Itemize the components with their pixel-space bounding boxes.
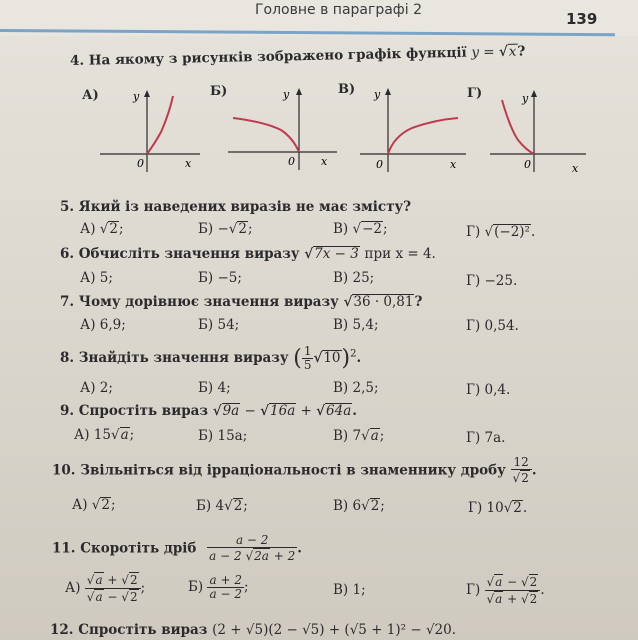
q8-answer-d: Г) 0,4. [466,382,511,398]
question-9: 9. Спростіть вираз √9a − √16a + √64a. [60,403,357,419]
svg-text:x: x [321,155,328,168]
q5-answer-b: Б) −√2; [198,221,253,237]
svg-text:x: x [450,158,457,171]
q8-answer-b: Б) 4; [198,380,231,396]
question-12: 12. Спростіть вираз (2 + √5)(2 − √5) + (√5 + 1)² − √20. [50,622,457,638]
svg-text:x: x [572,162,579,175]
q10-answer-a: А) √2; [72,497,116,513]
header-rule [0,29,615,36]
q9-answer-d: Г) 7a. [466,430,506,446]
question-number: 4. [69,52,85,69]
option-b-label: Б) [210,84,228,99]
svg-text:0: 0 [137,157,144,170]
q10-answer-b: Б) 4√2; [196,498,248,514]
question-text: На якому з рисунків зображено графік функції [88,44,467,69]
q6-answer-a: А) 5; [80,270,113,286]
q6-answer-c: В) 25; [333,270,375,286]
svg-text:x: x [185,157,192,170]
question-8: 8. Знайдіть значення виразу ( $\frac{1}{5}$ √10)$^2$. [60,344,362,372]
question-10: 10. Звільніться від ірраціональності в знаменнику дробу $\frac{12}{√2}$ . [52,455,537,485]
option-d-label: Г) [467,86,483,101]
option-c-label: В) [338,82,356,97]
page-header [0,0,638,36]
svg-text:y: y [374,88,381,101]
svg-text:y: y [283,88,290,101]
q11-answer-b: Б) $\frac{a + 2}{a - 2}$ ; [188,573,249,601]
graph-a [95,88,205,176]
q11-answer-c: В) 1; [333,582,366,598]
q7-answer-c: В) 5,4; [333,317,379,333]
question-6: 6. Обчисліть значення виразу √7x − 3 при x = 4. [60,246,436,262]
q10-answer-d: Г) 10√2. [468,500,528,516]
svg-text:0: 0 [288,155,295,168]
question-7: 7. Чому дорівнює значення виразу √36 · 0,81? [60,294,423,310]
q9-answer-b: Б) 15a; [198,428,248,444]
q5-answer-a: А) √2; [80,221,124,237]
graph-c [358,86,468,176]
svg-text:y: y [522,92,529,105]
graph-d [488,88,588,180]
page-number: 139 [566,10,598,28]
q6-answer-d: Г) −25. [466,273,518,289]
question-5: 5. Який із наведених виразів не має змісту? [60,199,412,215]
q7-answer-a: А) 6,9; [80,317,126,333]
q8-answer-c: В) 2,5; [333,380,379,396]
graph-b [225,86,340,176]
q10-answer-c: В) 6√2; [333,498,385,514]
q6-answer-b: Б) −5; [198,270,242,286]
q11-answer-a: А) $\frac{√a + √2}{√a - √2}$ ; [65,573,146,604]
question-11: 11. Скоротіть дріб $\frac{a - 2}{a - 2 √2a + 2}$ . [52,533,302,563]
q11-answer-d: Г) $\frac{√a - √2}{√a + √2}$ . [466,575,545,606]
q9-answer-c: В) 7√a; [333,428,385,444]
q5-answer-d: Г) √(−2)². [466,224,536,240]
q9-answer-a: А) 15√a; [74,427,135,443]
q8-answer-a: А) 2; [80,380,113,396]
question-4: 4. На якому з рисунків зображено графік функції y = √x? [69,43,526,69]
option-a-label: А) [82,88,99,103]
q5-answer-c: В) √−2; [333,221,388,237]
q7-answer-d: Г) 0,54. [466,318,519,334]
svg-text:0: 0 [524,158,531,171]
section-title: Головне в параграфі 2 [255,2,423,18]
q7-answer-b: Б) 54; [198,317,240,333]
svg-text:y: y [133,90,140,103]
svg-text:0: 0 [376,158,383,171]
